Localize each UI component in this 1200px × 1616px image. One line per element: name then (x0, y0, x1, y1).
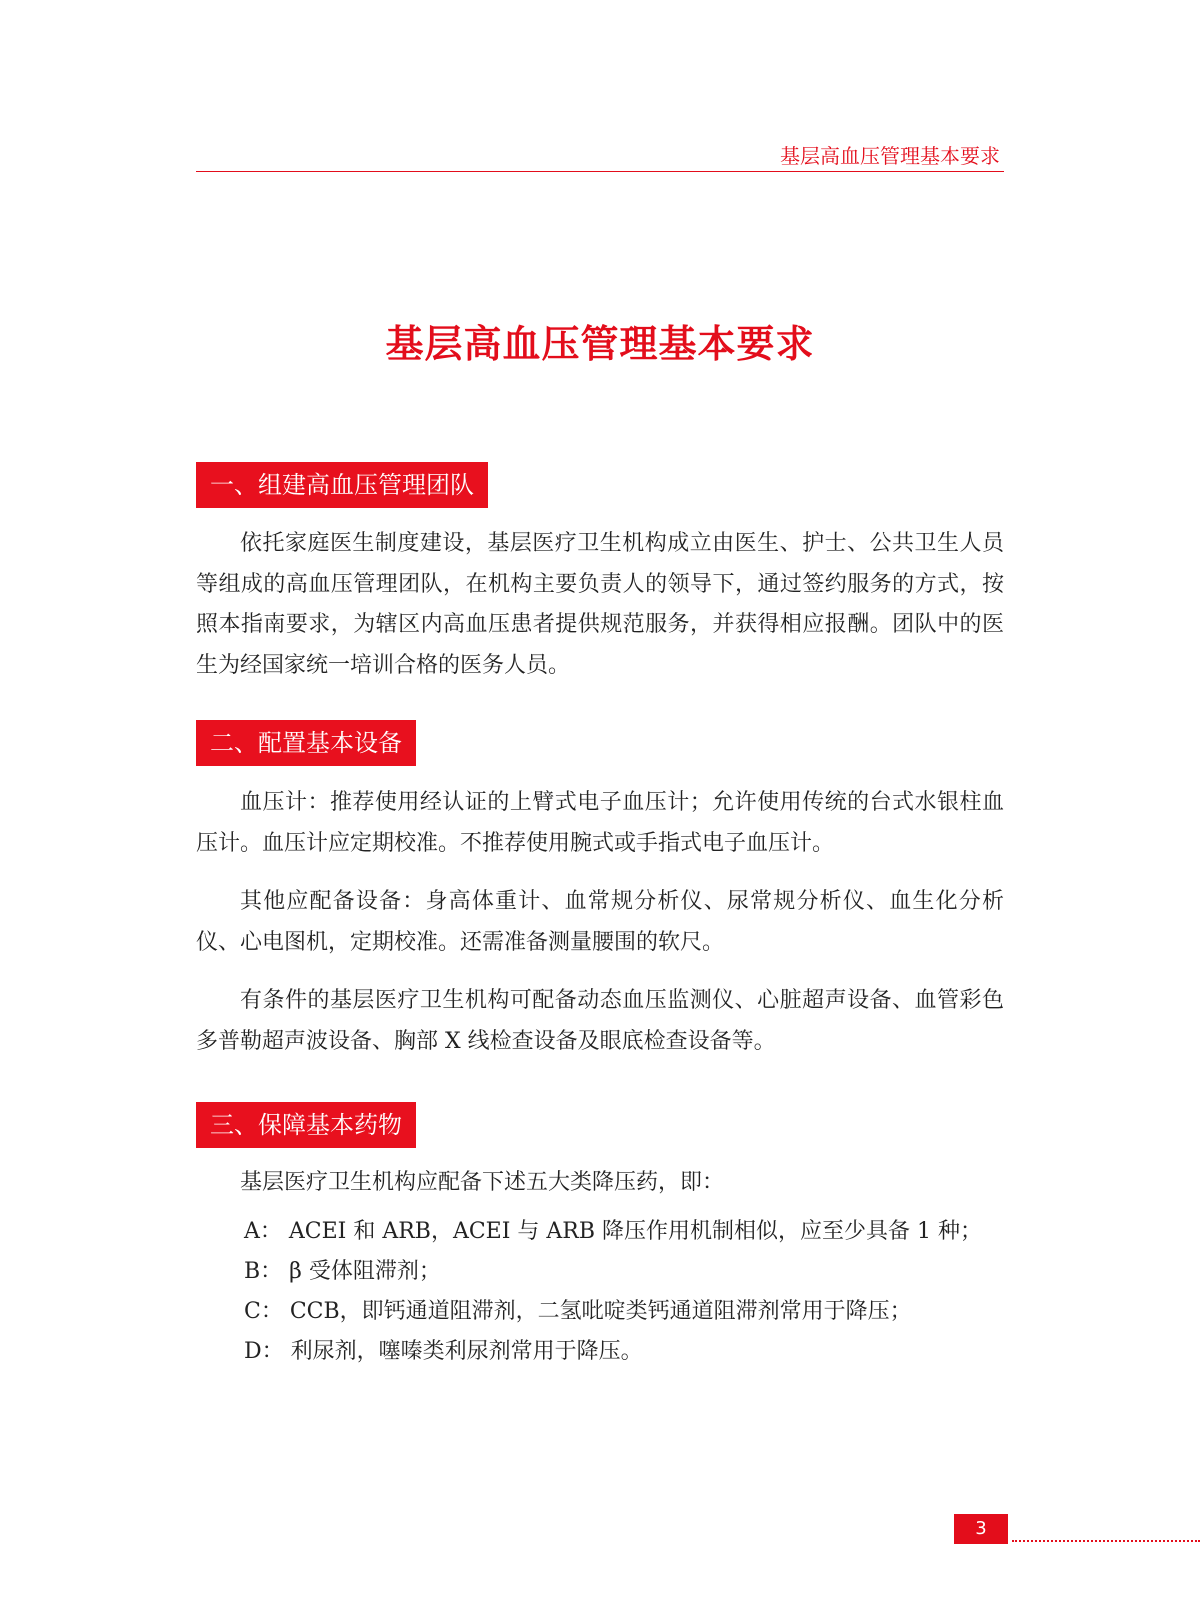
section-3-intro: 基层医疗卫生机构应配备下述五大类降压药，即： (240, 1170, 725, 1195)
drug-class-item-a: A： ACEI 和 ARB，ACEI 与 ARB 降压作用机制相似，应至少具备 1 种； (244, 1219, 983, 1244)
section-2-paragraph-1: 血压计：推荐使用经认证的上臂式电子血压计；允许使用传统的台式水银柱血压计。血压计应定期校准。不推荐使用腕式或手指式电子血压计。 (196, 790, 1004, 856)
section-2-paragraph-3: 有条件的基层医疗卫生机构可配备动态血压监测仪、心脏超声设备、血管彩色多普勒超声波设备、胸部 X 线检查设备及眼底检查设备等。 (196, 988, 1004, 1054)
page-title: 基层高血压管理基本要求 (385, 321, 815, 366)
header-rule (196, 171, 1004, 172)
drug-class-item-c: C： CCB，即钙通道阻滞剂，二氢吡啶类钙通道阻滞剂常用于降压； (244, 1299, 912, 1324)
footer-dot-leader (1012, 1540, 1200, 1542)
section-heading-1: 一、组建高血压管理团队 (196, 462, 488, 508)
section-heading-2: 二、配置基本设备 (196, 720, 416, 766)
section-2-paragraph-2: 其他应配备设备：身高体重计、血常规分析仪、尿常规分析仪、血生化分析仪、心电图机，定期校准。还需准备测量腰围的软尺。 (196, 889, 1004, 955)
section-heading-3: 三、保障基本药物 (196, 1102, 416, 1148)
drug-class-item-b: B： β 受体阻滞剂； (244, 1259, 441, 1284)
page-number: 3 (954, 1514, 1008, 1544)
running-header-title: 基层高血压管理基本要求 (780, 144, 1000, 168)
drug-class-item-d: D： 利尿剂，噻嗪类利尿剂常用于降压。 (244, 1339, 643, 1364)
section-1-paragraph: 依托家庭医生制度建设，基层医疗卫生机构成立由医生、护士、公共卫生人员等组成的高血压管理团队，在机构主要负责人的领导下，通过签约服务的方式，按照本指南要求，为辖区内高血压患者提供规范服务，并获得相应报酬。团队中的医生为经国家统一培训合格的医务人员。 (196, 531, 1004, 678)
